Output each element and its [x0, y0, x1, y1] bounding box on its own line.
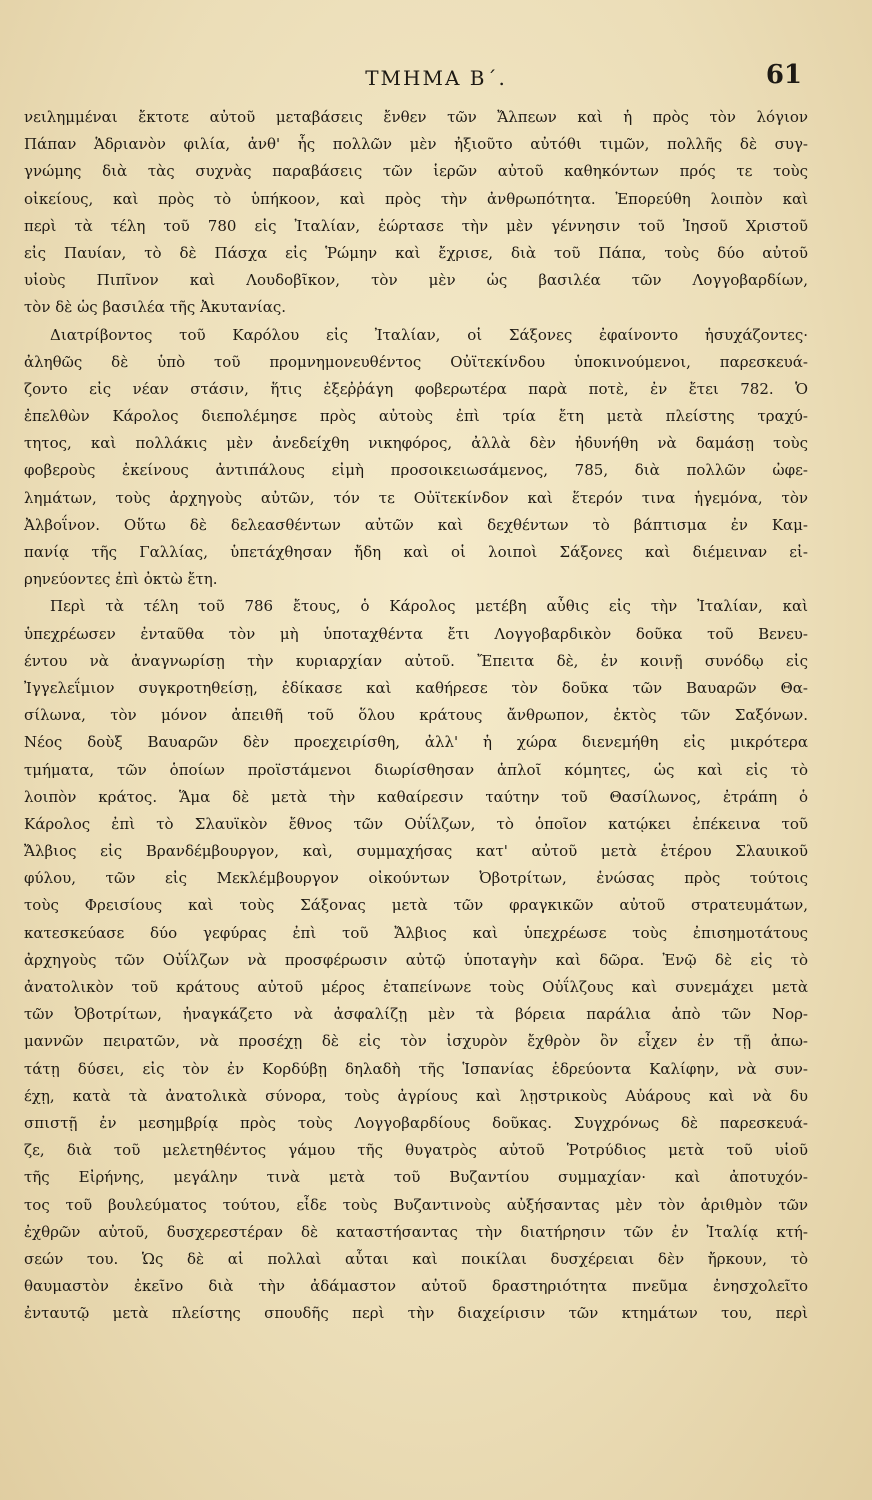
text-line: Κάρολος ἐπὶ τὸ Σλαυϊκὸν ἔθνος τῶν Οὐΐλζων, τὸ ὁποῖον κατῴκει ἐπέκεινα τοῦ	[24, 814, 808, 833]
text-line: Διατρίβοντος τοῦ Καρόλου εἰς Ἰταλίαν, οἱ Σάξονες ἐφαίνοντο ἡσυχάζοντες·	[50, 325, 808, 344]
text-line: ὑπεχρέωσεν ἐνταῦθα τὸν μὴ ὑποταχθέντα ἔτι Λογγοβαρδικὸν δοῦκα τοῦ Βενευ-	[24, 624, 808, 643]
text-line: λοιπὸν κράτος. Ἅμα δὲ μετὰ τὴν καθαίρεσιν ταύτην τοῦ Θασίλωνος, ἐτράπη ὁ	[24, 787, 808, 806]
text-line: Ἄλβιος εἰς Βρανδέμβουργον, καὶ, συμμαχήσας κατ' αὐτοῦ μετὰ ἑτέρου Σλαυικοῦ	[24, 842, 808, 861]
text-line: θαυμαστὸν ἐκεῖνο διὰ τὴν ἀδάμαστον αὐτοῦ δραστηριότητα πνεῦμα ἐνησχολεῖτο	[24, 1277, 808, 1296]
text-line: ἀρχηγοὺς τῶν Οὐΐλζων νὰ προσφέρωσιν αὐτῷ ὑποταγὴν καὶ δῶρα. Ἐνῷ δὲ εἰς τὸ	[24, 950, 808, 969]
text-line: κατεσκεύασε δύο γεφύρας ἐπὶ τοῦ Ἄλβιος καὶ ὑπεχρέωσε τοὺς ἐπισημοτάτους	[24, 923, 808, 942]
body-text	[24, 104, 808, 1327]
text-line: ρηνεύοντες ἐπὶ ὀκτὼ ἔτη.	[24, 570, 218, 589]
text-line: τῆς Εἰρήνης, μεγάλην τινὰ μετὰ τοῦ Βυζαντίου συμμαχίαν· καὶ ἀποτυχόν-	[24, 1168, 808, 1187]
text-line: τὸν δὲ ὡς βασιλέα τῆς Ἀκυτανίας.	[24, 298, 287, 317]
text-line: έχῃ, κατὰ τὰ ἀνατολικὰ σύνορα, τοὺς ἀγρίους καὶ λῃστρικοὺς Αὐάρους καὶ νὰ δυ	[24, 1086, 808, 1105]
text-line: έντου νὰ ἀναγνωρίσῃ τὴν κυριαρχίαν αὐτοῦ. Ἔπειτα δὲ, ἐν κοινῇ συνόδῳ εἰς	[24, 651, 808, 670]
text-line: τάτῃ δύσει, εἰς τὸν ἐν Κορδύβῃ δηλαδὴ τῆς Ἱσπανίας ἑδρεύοντα Καλίφην, νὰ συν-	[24, 1059, 808, 1078]
text-line: λημάτων, τοὺς ἀρχηγοὺς αὐτῶν, τόν τε Οὐϊτεκίνδον καὶ ἕτερόν τινα ἡγεμόνα, τὸν	[24, 488, 808, 507]
page-number: 61	[765, 60, 802, 90]
text-line: περὶ τὰ τέλη τοῦ 780 εἰς Ἰταλίαν, ἑώρτασε τὴν μὲν γέννησιν τοῦ Ἰησοῦ Χριστοῦ	[24, 216, 808, 235]
text-line: σεών του. Ὡς δὲ αἱ πολλαὶ αὗται καὶ ποικίλαι δυσχέρειαι δὲν ἤρκουν, τὸ	[24, 1249, 808, 1268]
text-line: Ἰγγελεΐμιον συγκροτηθείσῃ, ἐδίκασε καὶ καθήρεσε τὸν δοῦκα τῶν Βαυαρῶν Θα-	[24, 678, 808, 697]
page-header	[0, 56, 872, 96]
text-line: φύλου, τῶν εἰς Μεκλέμβουργον οἰκούντων Ὀβοτρίτων, ἑνώσας πρὸς τούτοις	[24, 869, 808, 888]
text-line: μαννῶν πειρατῶν, νὰ προσέχῃ δὲ εἰς τὸν ἰσχυρὸν ἔχθρὸν ὃν εἶχεν ἐν τῇ ἀπω-	[24, 1032, 808, 1051]
text-line: ζε, διὰ τοῦ μελετηθέντος γάμου τῆς θυγατρὸς αὐτοῦ Ῥοτρύδιος μετὰ τοῦ υἱοῦ	[24, 1141, 808, 1160]
text-line: φοβεροὺς ἐκείνους ἀντιπάλους εἰμὴ προσοικειωσάμενος, 785, διὰ πολλῶν ὠφε-	[24, 461, 808, 480]
text-line: τοὺς Φρεισίους καὶ τοὺς Σάξονας μετὰ τῶν φραγκικῶν αὐτοῦ στρατευμάτων,	[24, 896, 808, 915]
running-head: ΤΜΗΜΑ Β΄.	[365, 66, 507, 90]
text-line: ἐνταυτῷ μετὰ πλείστης σπουδῆς περὶ τὴν διαχείρισιν τῶν κτημάτων του, περὶ	[24, 1304, 808, 1323]
text-line: υἱοὺς Πιπῖνον καὶ Λουδοβῖκον, τὸν μὲν ὡς βασιλέα τῶν Λογγοβαρδίων,	[24, 271, 808, 290]
text-line: τητος, καὶ πολλάκις μὲν ἀνεδείχθη νικηφόρος, ἀλλὰ δὲν ἠδυνήθη νὰ δαμάσῃ τοὺς	[24, 434, 808, 453]
text-line: εἰς Παυίαν, τὸ δὲ Πάσχα εἰς Ῥώμην καὶ ἔχρισε, διὰ τοῦ Πάπα, τοὺς δύο αὐτοῦ	[24, 243, 808, 262]
text-line: γνώμης διὰ τὰς συχνὰς παραβάσεις τῶν ἱερῶν αὐτοῦ καθηκόντων πρός τε τοὺς	[24, 162, 808, 181]
text-line: πανίᾳ τῆς Γαλλίας, ὑπετάχθησαν ἤδη καὶ οἱ λοιποὶ Σάξονες καὶ διέμειναν εἰ-	[24, 543, 808, 561]
text-line: σπιστῇ ἐν μεσημβρίᾳ πρὸς τοὺς Λογγοβαρδίους δοῦκας. Συγχρόνως δὲ παρεσκευά-	[24, 1113, 808, 1132]
text-line: Ἀλβοΐνον. Οὕτω δὲ δελεασθέντων αὐτῶν καὶ δεχθέντων τὸ βάπτισμα ἐν Καμ-	[24, 515, 808, 534]
text-line: σίλωνα, τὸν μόνον ἀπειθῆ τοῦ ὅλου κράτους ἄνθρωπον, ἐκτὸς τῶν Σαξόνων.	[24, 706, 808, 725]
text-line: ζοντο εἰς νέαν στάσιν, ἥτις ἐξεῤῥάγη φοβερωτέρα παρὰ ποτὲ, ἐν ἔτει 782. Ὁ	[24, 379, 808, 398]
text-line: οἰκείους, καὶ πρὸς τὸ ὑπήκοον, καὶ πρὸς τὴν ἀνθρωπότητα. Ἐπορεύθη λοιπὸν καὶ	[24, 189, 808, 208]
text-line: ἀνατολικὸν τοῦ κράτους αὐτοῦ μέρος ἐταπείνωνε τοὺς Οὐΐλζους καὶ συνεμάχει μετὰ	[24, 978, 808, 996]
text-line: Πάπαν Ἁδριανὸν φιλία, ἀνθ' ἧς πολλῶν μὲν ἠξιοῦτο αὐτόθι τιμῶν, πολλῆς δὲ συγ-	[24, 135, 808, 154]
text-line: ἐχθρῶν αὐτοῦ, δυσχερεστέραν δὲ καταστήσαντας τὴν διατήρησιν τῶν ἐν Ἰταλίᾳ κτή-	[24, 1222, 808, 1241]
text-line: Νέος δοὺξ Βαυαρῶν δὲν προεχειρίσθη, ἀλλ' ἡ χώρα διενεμήθη εἰς μικρότερα	[24, 733, 808, 752]
text-line: Περὶ τὰ τέλη τοῦ 786 ἔτους, ὁ Κάρολος μετέβη αὖθις εἰς τὴν Ἰταλίαν, καὶ	[50, 597, 808, 616]
text-line: ἀληθῶς δὲ ὑπὸ τοῦ προμνημονευθέντος Οὐϊτεκίνδου ὑποκινούμενοι, παρεσκευά-	[24, 352, 808, 371]
text-line: τῶν Ὀβοτρίτων, ἠναγκάζετο νὰ ἀσφαλίζῃ μὲν τὰ βόρεια παράλια ἀπὸ τῶν Νορ-	[24, 1005, 808, 1024]
text-line: τμήματα, τῶν ὁποίων προϊστάμενοι διωρίσθησαν ἁπλοῖ κόμητες, ὡς καὶ εἰς τὸ	[24, 760, 808, 779]
text-line: ἐπελθὼν Κάρολος διεπολέμησε πρὸς αὐτοὺς ἐπὶ τρία ἔτη μετὰ πλείστης τραχύ-	[24, 407, 808, 426]
text-line: τος τοῦ βουλεύματος τούτου, εἶδε τοὺς Βυζαντινοὺς αὐξήσαντας μὲν τὸν ἀριθμὸν τῶν	[24, 1195, 808, 1214]
text-line: νειλημμέναι ἔκτοτε αὐτοῦ μεταβάσεις ἔνθεν τῶν Ἄλπεων καὶ ἡ πρὸς τὸν λόγιον	[24, 108, 808, 126]
